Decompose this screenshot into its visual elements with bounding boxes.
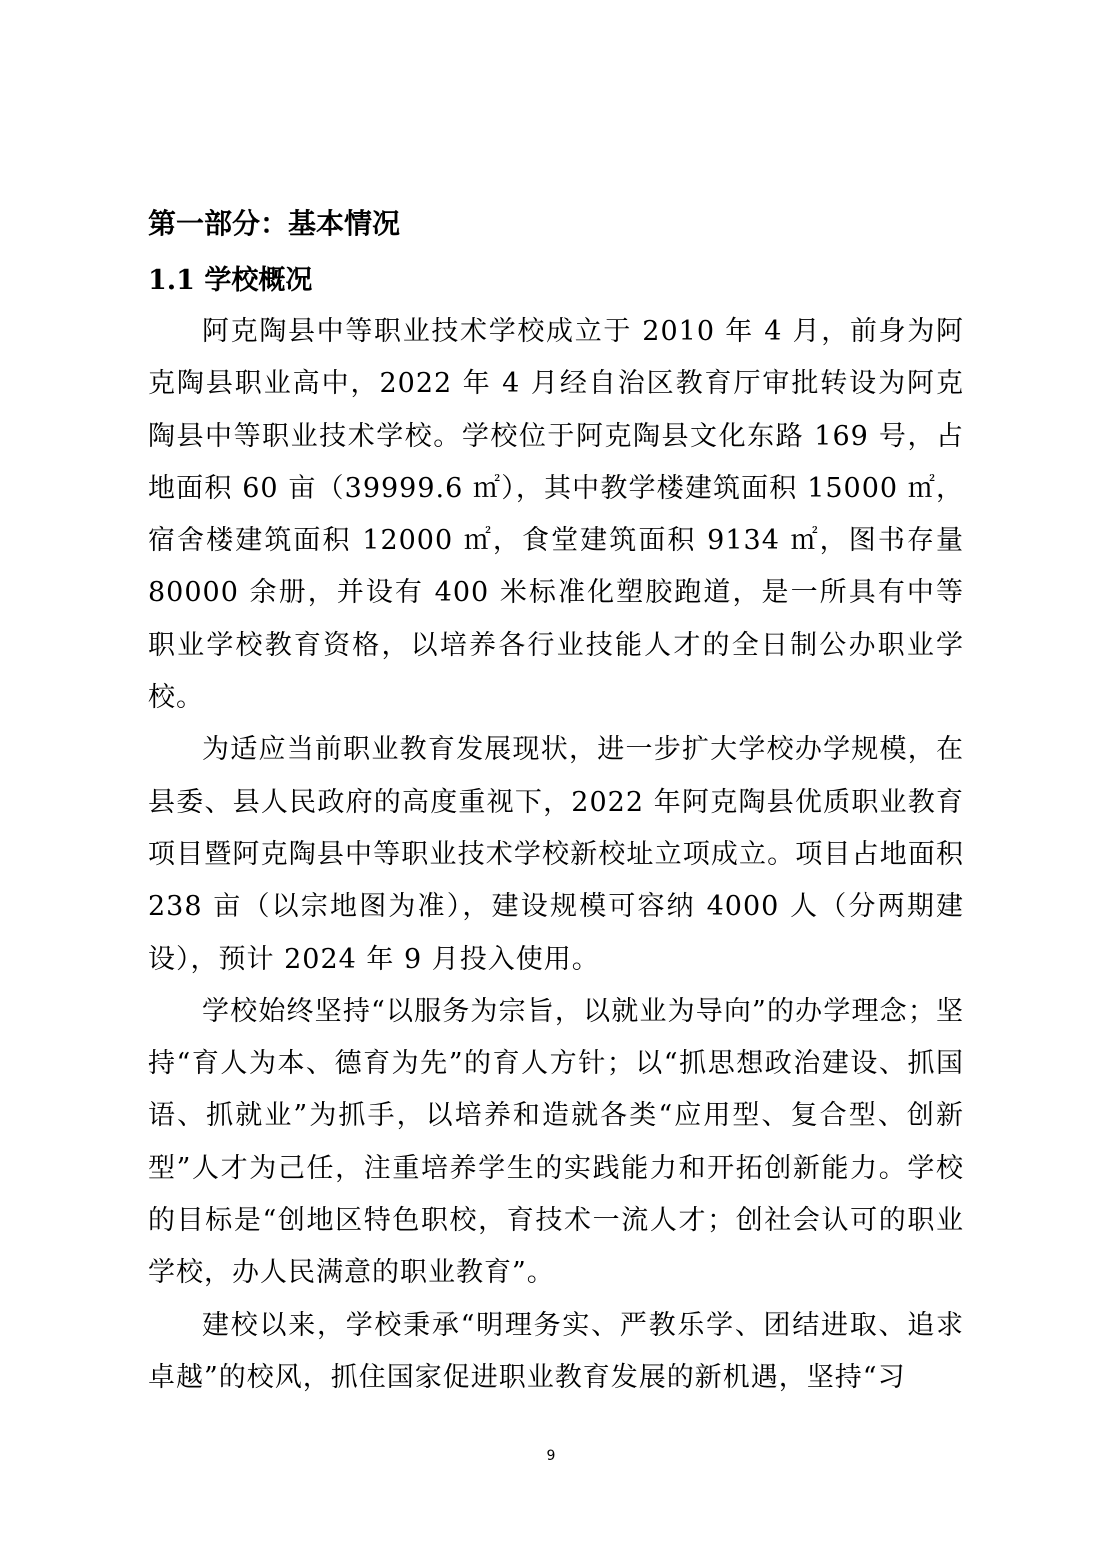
paragraph-new-campus: 为适应当前职业教育发展现状，进一步扩大学校办学规模，在县委、县人民政府的高度重视下，2022 年阿克陶县优质职业教育项目暨阿克陶县中等职业技术学校新校址立项成立。项目占地面积 238 亩（以宗地图为准），建设规模可容纳 4000 人（分两期建设），预计 2024 年 9 月投入使用。 [148, 734, 964, 975]
part-heading: 第一部分：基本情况 [148, 207, 401, 240]
paragraph-philosophy: 学校始终坚持“以服务为宗旨，以就业为导向”的办学理念；坚持“育人为本、德育为先”的育人方针；以“抓思想政治建设、抓国语、抓就业”为抓手，以培养和造就各类“应用型、复合型、创新型”人才为己任，注重培养学生的实践能力和开拓创新能力。学校的目标是“创地区特色职校，育技术一流人才；创社会认可的职业学校，办人民满意的职业教育”。 [148, 995, 964, 1289]
page-number: 9 [546, 1448, 556, 1464]
document-page [148, 200, 964, 1404]
paragraph-school-motto: 建校以来，学校秉承“明理务实、严教乐学、团结进取、追求卓越”的校风，抓住国家促进职业教育发展的新机遇，坚持“习 [148, 1309, 964, 1393]
subsection-heading: 1.1 学校概况 [148, 265, 313, 296]
paragraph-school-overview: 阿克陶县中等职业技术学校成立于 2010 年 4 月，前身为阿克陶县职业高中，2022 年 4 月经自治区教育厅审批转设为阿克陶县中等职业技术学校。学校位于阿克陶县文化东路 169 号，占地面积 60 亩（39999.6 ㎡），其中教学楼建筑面积 15000 ㎡，宿舍楼建筑面积 12000 ㎡，食堂建筑面积 9134 ㎡，图书存量 80000 余册，并设有 400 米标准化塑胶跑道，是一所具有中等职业学校教育资格，以培养各行业技能人才的全日制公办职业学校。 [148, 316, 964, 714]
